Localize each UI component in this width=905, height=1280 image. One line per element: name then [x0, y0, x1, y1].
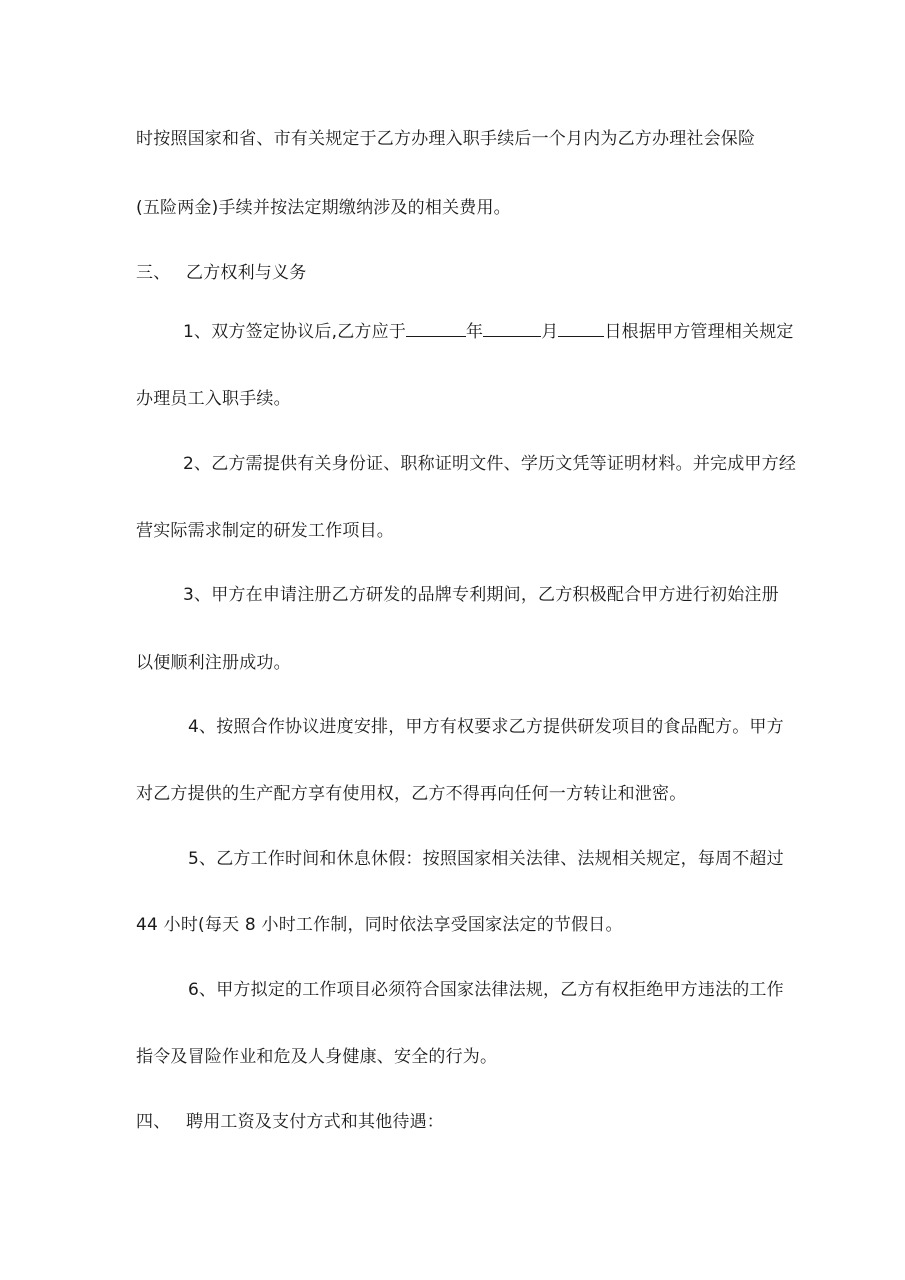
item-6-line-2: 指令及冒险作业和危及人身健康、安全的行为。: [136, 1047, 498, 1067]
item-6-line-1: 6、甲方拟定的工作项目必须符合国家法律法规，乙方有权拒绝甲方违法的工作: [188, 980, 784, 1000]
item-3-line-2: 以便顺利注册成功。: [136, 653, 291, 673]
item-text: 1、双方签定协议后,乙方应于: [183, 322, 407, 342]
item-4-line-1: 4、按照合作协议进度安排，甲方有权要求乙方提供研发项目的食品配方。甲方: [188, 717, 784, 737]
section-number: 三、: [136, 263, 171, 283]
section-heading-3: [0, 262, 905, 284]
item-2-line-2: 营实际需求制定的研发工作项目。: [136, 521, 394, 541]
year-label: 年: [466, 322, 484, 342]
day-blank: [558, 320, 604, 337]
section-title: 乙方权利与义务: [186, 263, 307, 283]
month-label: 月: [541, 322, 559, 342]
year-blank: [406, 320, 466, 337]
item-4-line-2: 对乙方提供的生产配方享有使用权，乙方不得再向任何一方转让和泄密。: [136, 784, 687, 804]
section-heading-4: [0, 1111, 905, 1133]
item-text: 日根据甲方管理相关规定: [604, 322, 794, 342]
paragraph-line: (五险两金)手续并按法定期缴纳涉及的相关费用。: [136, 198, 511, 218]
paragraph-line: 时按照国家和省、市有关规定于乙方办理入职手续后一个月内为乙方办理社会保险: [136, 129, 756, 149]
item-2-line-1: 2、乙方需提供有关身份证、职称证明文件、学历文凭等证明材料。并完成甲方经: [183, 454, 797, 474]
item-5-line-2: 44 小时(每天 8 小时工作制，同时依法享受国家法定的节假日。: [136, 915, 623, 935]
item-3-line-1: 3、甲方在申请注册乙方研发的品牌专利期间，乙方积极配合甲方进行初始注册: [183, 585, 779, 605]
section-title: 聘用工资及支付方式和其他待遇：: [186, 1112, 444, 1132]
section-number: 四、: [136, 1112, 171, 1132]
item-5-line-1: 5、乙方工作时间和休息休假：按照国家相关法律、法规相关规定，每周不超过: [188, 849, 784, 869]
month-blank: [483, 320, 541, 337]
item-1-line-2: 办理员工入职手续。: [136, 389, 291, 409]
item-1-line-1: [0, 320, 905, 343]
